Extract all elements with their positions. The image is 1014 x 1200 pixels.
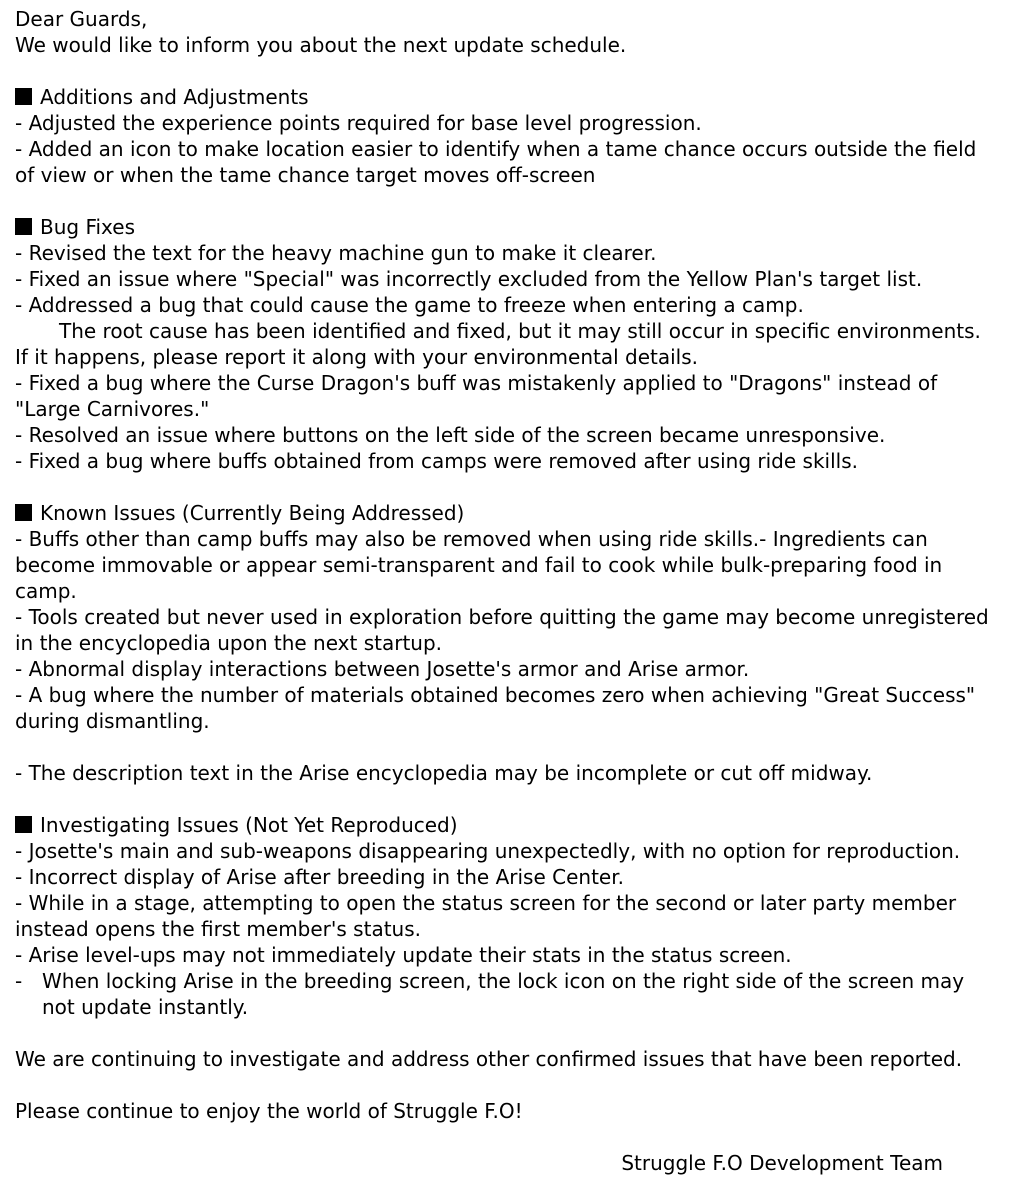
closing-text: We are continuing to investigate and address other confirmed issues that have been reported.: [15, 1047, 963, 1071]
black-square-icon: [15, 218, 32, 235]
list-item: - Fixed an issue where "Special" was incorrectly excluded from the Yellow Plan's target list.: [15, 267, 923, 291]
section-heading-text: Additions and Adjustments: [40, 85, 309, 109]
list-item: - Resolved an issue where buttons on the left side of the screen became unresponsive.: [15, 423, 886, 447]
list-item: - Addressed a bug that could cause the game to freeze when entering a camp.: [15, 293, 804, 317]
signature: Struggle F.O Development Team: [621, 1151, 943, 1175]
black-square-icon: [15, 504, 32, 521]
spacer: [15, 734, 999, 760]
farewell-text: Please continue to enjoy the world of Struggle F.O!: [15, 1099, 523, 1123]
section-heading-text: Known Issues (Currently Being Addressed): [40, 501, 465, 525]
list-item-hanging: [15, 968, 999, 1020]
section-heading-text: Bug Fixes: [40, 215, 135, 239]
list-item: - Arise level-ups may not immediately update their stats in the status screen.: [15, 943, 792, 967]
list-item-text: When locking Arise in the breeding screen, the lock icon on the right side of the screen may not update instantly.: [42, 969, 965, 1019]
list-item: - Added an icon to make location easier to identify when a tame chance occurs outside the field of view or when the tame chance target moves off-screen: [15, 137, 977, 187]
list-item: - Josette's main and sub-weapons disappearing unexpectedly, with no option for reproduction.: [15, 839, 961, 863]
spacer: [15, 58, 999, 84]
spacer: [15, 1020, 999, 1046]
list-item: - Tools created but never used in exploration before quitting the game may become unregistered in the encyclopedia upon the next startup.: [15, 605, 989, 655]
intro-text: We would like to inform you about the next update schedule.: [15, 33, 627, 57]
section-heading-bug-fixes: [15, 214, 999, 240]
list-item: - Buffs other than camp buffs may also be removed when using ride skills.- Ingredients can become immovable or appear semi-transparent and fail to cook while bulk-preparing food in camp.: [15, 527, 943, 603]
greeting: Dear Guards,: [15, 7, 148, 31]
list-item: - Revised the text for the heavy machine gun to make it clearer.: [15, 241, 657, 265]
section-heading-additions: [15, 84, 999, 110]
black-square-icon: [15, 88, 32, 105]
notice-document: [15, 6, 999, 1176]
list-item: - While in a stage, attempting to open the status screen for the second or later party member instead opens the first member's status.: [15, 891, 957, 941]
list-item: - Abnormal display interactions between Josette's armor and Arise armor.: [15, 657, 750, 681]
spacer: [15, 188, 999, 214]
list-item: - Incorrect display of Arise after breeding in the Arise Center.: [15, 865, 624, 889]
spacer: [15, 474, 999, 500]
list-item: - The description text in the Arise encyclopedia may be incomplete or cut off midway.: [15, 761, 873, 785]
list-item: - A bug where the number of materials obtained becomes zero when achieving "Great Success" during dismantling.: [15, 683, 976, 733]
list-item: - Fixed a bug where the Curse Dragon's buff was mistakenly applied to "Dragons" instead of "Large Carnivores.": [15, 371, 938, 421]
section-heading-text: Investigating Issues (Not Yet Reproduced): [40, 813, 458, 837]
spacer: [15, 786, 999, 812]
list-dash: -: [15, 969, 23, 993]
list-item: - Fixed a bug where buffs obtained from camps were removed after using ride skills.: [15, 449, 858, 473]
list-item-continuation: The root cause has been identified and fixed, but it may still occur in specific environments. If it happens, please report it along with your environmental details.: [15, 319, 981, 369]
list-item: - Adjusted the experience points required for base level progression.: [15, 111, 702, 135]
spacer: [15, 1072, 999, 1098]
section-heading-known-issues: [15, 500, 999, 526]
black-square-icon: [15, 816, 32, 833]
section-heading-investigating: [15, 812, 999, 838]
